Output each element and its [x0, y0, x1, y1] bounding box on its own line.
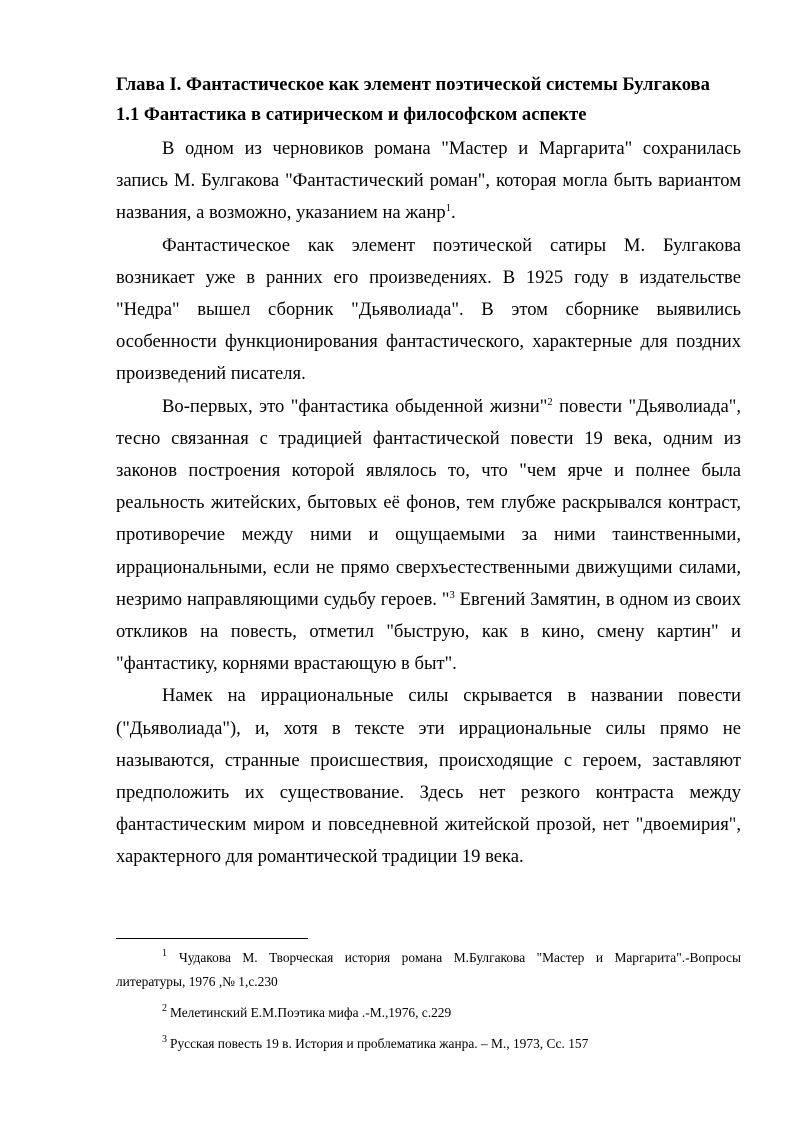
- footnote-number: 1: [162, 948, 167, 959]
- footnote-text: Мелетинский Е.М.Поэтика мифа .-М.,1976, с.229: [170, 1005, 452, 1020]
- paragraph-2: Фантастическое как элемент поэтической сатиры М. Булгакова возникает уже в ранних его произведениях. В 1925 году в издательстве "Недра" вышел сборник "Дьяволиада". В этом сборнике выявились особенности функционирования фантастического, характерные для поздних произведений писателя.: [116, 234, 741, 385]
- footnotes: [116, 946, 741, 1056]
- footnote-separator: [116, 938, 308, 939]
- footnote-3: [116, 1032, 741, 1056]
- paragraph-1-text: В одном из черновиков романа "Мастер и Маргарита" сохранилась запись М. Булгакова "Фантастический роман", которая могла быть вариантом названия, а возможно, указанием на жанр: [116, 138, 741, 224]
- paragraph-3-part-b: повести "Дьяволиада", тесно связанная с традицией фантастической повести 19 века, одним из законов построения которой являлось то, что "чем ярче и полнее была реальность житейских, бытовых её фонов, тем глубже раскрывался контраст, противоречие между ними и ощущаемыми за ними таинственными, иррациональными, если не прямо сверхъестественными движущими силами, незримо направляющими судьбу героев. ": [116, 395, 741, 610]
- footnote-ref-3[interactable]: 3: [449, 589, 455, 601]
- chapter-title: Глава I. Фантастическое как элемент поэтической системы Булгакова: [116, 74, 710, 95]
- footnote-number: 2: [162, 1003, 167, 1014]
- section-title: 1.1 Фантастика в сатирическом и философском аспекте: [116, 104, 587, 125]
- document-body: [116, 72, 741, 874]
- footnote-ref-2[interactable]: 2: [547, 396, 553, 408]
- footnote-1: [116, 946, 741, 994]
- paragraph-1: [116, 133, 741, 230]
- footnote-2: [116, 1001, 741, 1025]
- footnote-text: Русская повесть 19 в. История и проблематика жанра. – М., 1973, Сс. 157: [170, 1036, 589, 1051]
- paragraph-3-part-c: Евгений Замятин, в одном из своих откликов на повесть, отметил "быструю, как в кино, смену картин" и "фантастику, корнями врастающую в быт".: [116, 588, 742, 675]
- footnote-text: Чудакова М. Творческая история романа М.Булгакова "Мастер и Маргарита".-Вопросы литературы, 1976 ,№ 1,с.230: [116, 950, 741, 989]
- paragraph-3-part-a: Во-первых, это "фантастика обыденной жизни": [162, 395, 548, 417]
- paragraph-1-tail: .: [450, 202, 456, 224]
- footnote-ref-1[interactable]: 1: [445, 203, 451, 215]
- paragraph-4: Намек на иррациональные силы скрывается в названии повести ("Дьяволиада"), и, хотя в тексте эти иррациональные силы прямо не называются, странные происшествия, происходящие с героем, заставляют предположить их существование. Здесь нет резкого контраста между фантастическим миром и повседневной житейской прозой, нет "двоемирия", характерного для романтической традиции 19 века.: [116, 685, 741, 868]
- paragraph-3: [116, 391, 741, 681]
- footnote-number: 3: [162, 1034, 167, 1045]
